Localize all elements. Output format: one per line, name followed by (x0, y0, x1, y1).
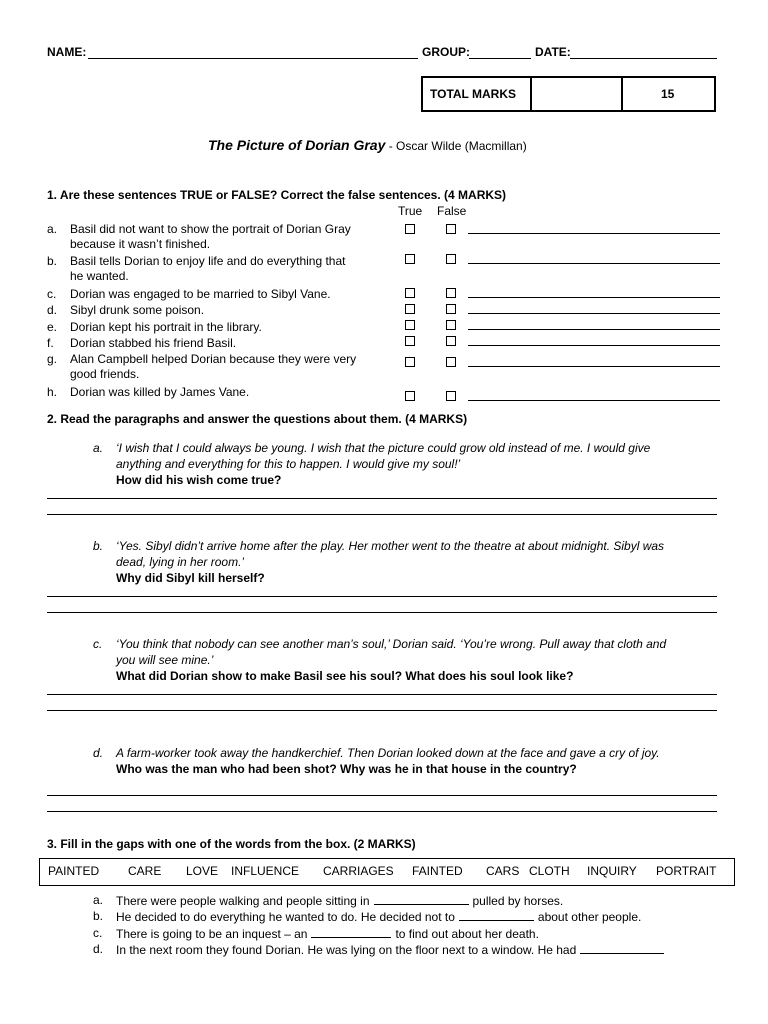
statement-text: Sibyl drunk some poison. (70, 303, 205, 317)
false-checkbox[interactable] (446, 224, 456, 234)
false-checkbox[interactable] (446, 320, 456, 330)
score-field[interactable] (532, 78, 623, 110)
statement-text: Dorian stabbed his friend Basil. (70, 336, 237, 350)
true-column-label: True (398, 204, 423, 218)
correction-line[interactable] (468, 366, 720, 367)
true-checkbox[interactable] (405, 357, 415, 367)
statement-text: Alan Campbell helped Dorian because they were very (70, 352, 357, 366)
word-option: CLOTH (529, 864, 570, 878)
correction-line[interactable] (468, 345, 720, 346)
gap-letter: d. (93, 942, 104, 956)
paragraph-quote: ‘You think that nobody can see another man’s soul,’ Dorian said. ‘You’re wrong. Pull away that cloth and (116, 637, 667, 651)
statement-text: Dorian was killed by James Vane. (70, 385, 250, 399)
gap-letter: b. (93, 909, 104, 923)
statement-text: Dorian was engaged to be married to Sibyl Vane. (70, 287, 331, 301)
group-label: GROUP: (422, 45, 470, 59)
section1-heading: 1. Are these sentences TRUE or FALSE? Correct the false sentences. (4 MARKS) (47, 188, 507, 202)
name-field[interactable] (88, 58, 418, 59)
statement-text: because it wasn’t finished. (70, 237, 211, 251)
gap-sentence-before: There is going to be an inquest – an (116, 927, 308, 941)
false-column-label: False (437, 204, 467, 218)
word-option: CARE (128, 864, 162, 878)
correction-line[interactable] (468, 400, 720, 401)
gap-blank[interactable] (459, 909, 534, 921)
statement-letter: b. (47, 254, 58, 268)
gap-letter: c. (93, 926, 103, 940)
gap-sentence-before: There were people walking and people sitting in (116, 894, 370, 908)
statement-text: Basil tells Dorian to enjoy life and do everything that (70, 254, 346, 268)
false-checkbox[interactable] (446, 304, 456, 314)
gap-letter: a. (93, 893, 104, 907)
total-marks-value: 15 (661, 87, 675, 101)
statement-letter: g. (47, 352, 58, 366)
gap-sentence-before: In the next room they found Dorian. He was lying on the floor next to a window. He had (116, 943, 577, 957)
answer-line[interactable] (47, 811, 717, 812)
paragraph-letter: d. (93, 746, 104, 760)
paragraph-quote: anything and everything for this to happen. I would give my soul!’ (116, 457, 461, 471)
word-box (39, 858, 735, 886)
paragraph-letter: c. (93, 637, 103, 651)
gap-sentence-after: pulled by horses. (472, 894, 564, 908)
paragraph-quote: you will see mine.’ (116, 653, 214, 667)
gap-sentence (116, 909, 641, 924)
true-checkbox[interactable] (405, 304, 415, 314)
paragraph-quote: ‘I wish that I could always be young. I wish that the picture could grow old instead of me. I would give (116, 441, 651, 455)
correction-line[interactable] (468, 233, 720, 234)
statement-text: he wanted. (70, 269, 129, 283)
answer-line[interactable] (47, 795, 717, 796)
word-option: FAINTED (412, 864, 463, 878)
gap-blank[interactable] (374, 893, 469, 905)
gap-sentence-after: about other people. (537, 910, 642, 924)
group-field[interactable] (469, 58, 531, 59)
answer-line[interactable] (47, 514, 717, 515)
paragraph-question: What did Dorian show to make Basil see his soul? What does his soul look like? (116, 669, 574, 683)
correction-line[interactable] (468, 329, 720, 330)
false-checkbox[interactable] (446, 336, 456, 346)
statement-letter: f. (47, 336, 54, 350)
word-option: PAINTED (48, 864, 100, 878)
total-marks-box (421, 76, 716, 112)
answer-line[interactable] (47, 612, 717, 613)
paragraph-quote: A farm-worker took away the handkerchief. Then Dorian looked down at the face and gave a cry of joy. (116, 746, 660, 760)
gap-sentence (116, 926, 539, 941)
paragraph-letter: a. (93, 441, 104, 455)
false-checkbox[interactable] (446, 391, 456, 401)
word-option: INFLUENCE (231, 864, 300, 878)
true-checkbox[interactable] (405, 254, 415, 264)
paragraph-letter: b. (93, 539, 104, 553)
paragraph-quote: ‘Yes. Sibyl didn’t arrive home after the play. Her mother went to the theatre at about midnight. Sibyl was (116, 539, 665, 553)
false-checkbox[interactable] (446, 254, 456, 264)
true-checkbox[interactable] (405, 288, 415, 298)
false-checkbox[interactable] (446, 357, 456, 367)
paragraph-question: Why did Sibyl kill herself? (116, 571, 265, 585)
statement-text: Basil did not want to show the portrait of Dorian Gray (70, 222, 351, 236)
statement-text: Dorian kept his portrait in the library. (70, 320, 262, 334)
section3-heading: 3. Fill in the gaps with one of the words from the box. (2 MARKS) (47, 837, 416, 851)
paragraph-question: How did his wish come true? (116, 473, 282, 487)
statement-text: good friends. (70, 367, 140, 381)
gap-sentence-before: He decided to do everything he wanted to do. He decided not to (116, 910, 455, 924)
gap-sentence (116, 942, 668, 957)
paragraph-quote: dead, lying in her room.’ (116, 555, 245, 569)
statement-letter: e. (47, 320, 58, 334)
answer-line[interactable] (47, 498, 717, 499)
gap-sentence (116, 893, 563, 908)
gap-sentence-after: to find out about her death. (395, 927, 539, 941)
statement-letter: a. (47, 222, 58, 236)
correction-line[interactable] (468, 297, 720, 298)
word-option: LOVE (186, 864, 219, 878)
word-option: PORTRAIT (656, 864, 717, 878)
gap-blank[interactable] (311, 926, 391, 938)
true-checkbox[interactable] (405, 224, 415, 234)
statement-letter: h. (47, 385, 58, 399)
correction-line[interactable] (468, 313, 720, 314)
statement-letter: d. (47, 303, 58, 317)
word-option: CARRIAGES (323, 864, 394, 878)
false-checkbox[interactable] (446, 288, 456, 298)
answer-line[interactable] (47, 596, 717, 597)
total-marks-label: TOTAL MARKS (430, 87, 516, 101)
paragraph-question: Who was the man who had been shot? Why was he in that house in the country? (116, 762, 577, 776)
word-option: INQUIRY (587, 864, 637, 878)
answer-line[interactable] (47, 710, 717, 711)
name-label: NAME: (47, 45, 87, 59)
true-checkbox[interactable] (405, 320, 415, 330)
answer-line[interactable] (47, 694, 717, 695)
word-option: CARS (486, 864, 520, 878)
correction-line[interactable] (468, 263, 720, 264)
section2-heading: 2. Read the paragraphs and answer the questions about them. (4 MARKS) (47, 412, 468, 426)
true-checkbox[interactable] (405, 336, 415, 346)
statement-letter: c. (47, 287, 57, 301)
true-checkbox[interactable] (405, 391, 415, 401)
page-title: The Picture of Dorian Gray - Oscar Wilde (Macmillan) (208, 137, 527, 153)
gap-blank[interactable] (580, 942, 664, 954)
date-field[interactable] (570, 58, 717, 59)
date-label: DATE: (535, 45, 571, 59)
